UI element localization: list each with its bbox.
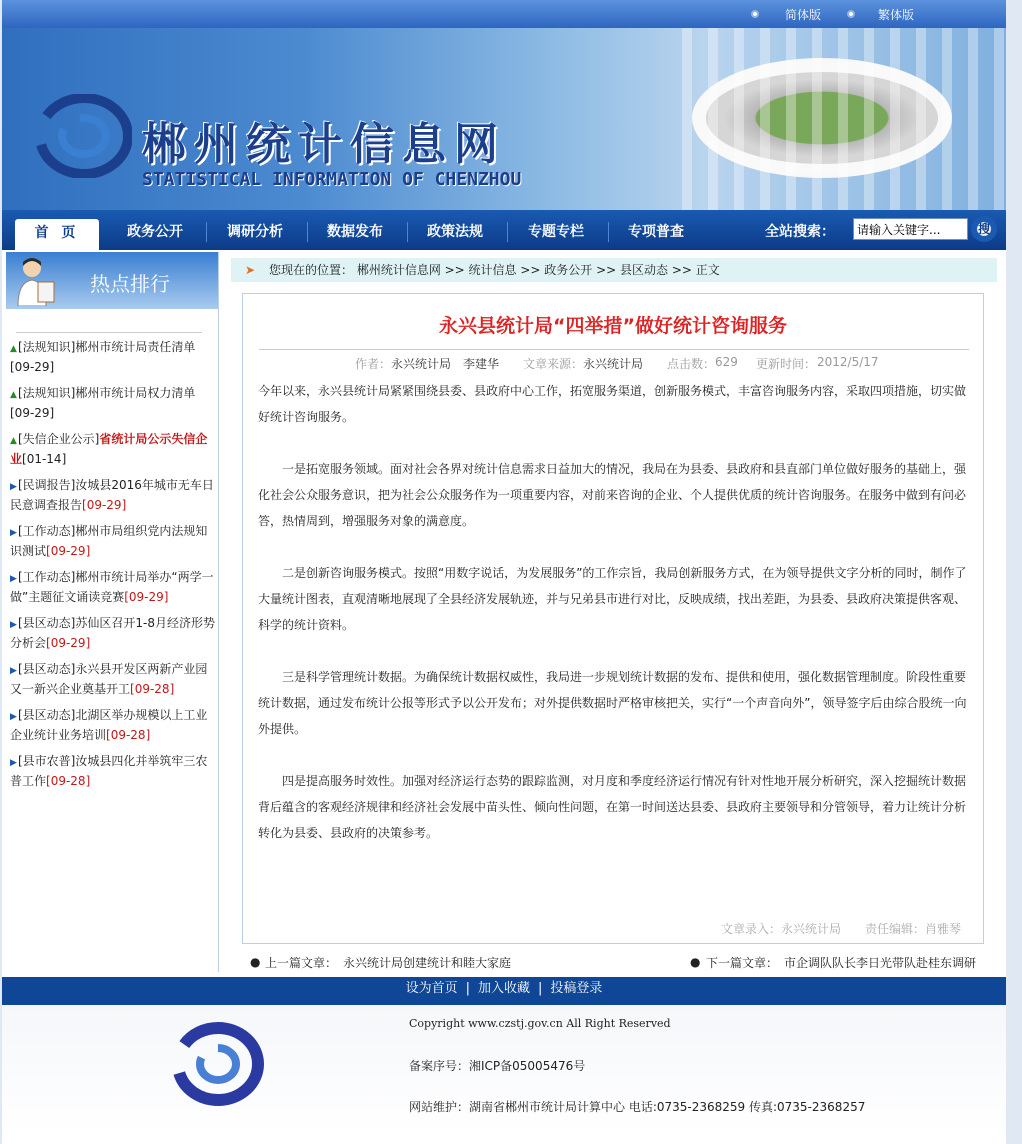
footer-links [2, 977, 1006, 1005]
list-item[interactable] [10, 752, 218, 790]
banner-stripes [682, 28, 1006, 210]
list-item-date: [09-28] [130, 682, 175, 696]
list-item[interactable] [10, 614, 218, 652]
bullet-icon [751, 10, 759, 18]
paragraph: 三是科学管理统计数据。为确保统计数据权威性，我局进一步规划统计数据的发布、提供和使用，强化数据管理制度。阶段性重要统计数据，通过发布统计公报等形式予以公开发布；对外提供数据时严格审核把关，实行“一个声音向外”，领导签字后由综合股统一向外提供。 [258, 670, 967, 736]
list-item-title[interactable]: [县区动态]北湖区举办规模以上工业企业统计业务培训 [10, 708, 208, 742]
nav-item-government-affairs[interactable]: 政务公开 [127, 224, 183, 240]
list-item[interactable] [10, 338, 218, 376]
source: 永兴统计局 [583, 357, 644, 371]
site-logo-icon [36, 94, 132, 178]
separator: | [538, 981, 543, 996]
entry-label: 文章录入： [721, 922, 782, 936]
arrow-right-icon: ▶ [10, 712, 17, 722]
article-title: 永兴县统计局“四举措”做好统计咨询服务 [439, 315, 787, 337]
list-item-title[interactable]: [工作动态]郴州市统计局举办“两学一做”主题征文诵读竞赛 [10, 570, 214, 604]
paragraph: 今年以来，永兴县统计局紧紧围绕县委、县政府中心工作，拓宽服务渠道，创新服务模式，丰富咨询服务内容，采取四项措施，切实做好统计咨询服务。 [258, 384, 967, 424]
nav-item-census[interactable]: 专项普查 [628, 224, 684, 240]
nav-item-research[interactable]: 调研分析 [227, 224, 283, 240]
prev-next-nav [247, 954, 987, 972]
author-label: 作者： [355, 357, 392, 371]
list-item-title[interactable]: [县区动态]苏仙区召开1-8月经济形势分析会 [10, 616, 215, 650]
list-item-date: [09-29] [124, 590, 169, 604]
separator: | [465, 981, 470, 996]
arrow-right-icon: ▶ [10, 620, 17, 630]
paragraph: 四是提高服务时效性。加强对经济运行态势的跟踪监测，对月度和季度经济运行情况有针对性地开展分析研究，深入挖掘统计数据背后蕴含的客观经济规律和经济社会发展中苗头性、倾向性问题，在第一时间送达县委、县政府主要领导和分管领导，着力让统计分析转化为县委、县政府的决策参考。 [258, 774, 967, 840]
list-item[interactable] [10, 430, 218, 468]
list-item-date: [09-29] [10, 360, 55, 374]
add-favorite-link[interactable]: 加入收藏 [477, 981, 530, 996]
prev-label: 上一篇文章： [265, 956, 338, 970]
article-panel [242, 293, 984, 944]
footer-logo-icon [172, 1020, 264, 1108]
arrow-right-icon: ▶ [10, 482, 17, 492]
page [2, 0, 1006, 1144]
article-body [258, 378, 970, 872]
list-item[interactable] [10, 522, 218, 560]
list-item-title[interactable]: [工作动态]郴州市局组织党内法规知识测试 [10, 524, 208, 558]
list-item-title[interactable]: [县区动态]永兴县开发区两新产业园又一新兴企业奠基开工 [10, 662, 208, 696]
footer [2, 1005, 1006, 1136]
paragraph: 二是创新咨询服务模式。按照“用数字说话，为发展服务”的工作宗旨，我局创新服务方式，在为领导提供文字分析的同时，制作了大量统计图表，直观清晰地展现了全县经济发展轨迹，并与兄弟县市进行对比，反映成绩，找出差距，为县委、县政府决策提供客观、科学的统计资料。 [258, 566, 967, 632]
list-item-date: [09-28] [46, 774, 91, 788]
site-name-english: STATISTICAL INFORMATION OF CHENZHOU [142, 169, 522, 190]
list-item-date: [09-29] [46, 544, 91, 558]
bullet-icon [847, 10, 855, 18]
list-item[interactable] [10, 706, 218, 744]
nav-item-special-topics[interactable]: 专题专栏 [528, 224, 584, 240]
hot-list [10, 338, 218, 798]
list-item-date: [01-14] [22, 452, 67, 466]
list-item-title[interactable]: 省统计局公示失信企业 [10, 432, 208, 466]
next-label: 下一篇文章： [706, 956, 779, 970]
list-item[interactable] [10, 660, 218, 698]
list-item[interactable] [10, 384, 218, 422]
icp-number: 备案序号：湘ICP备05005476号 [409, 1059, 586, 1073]
entry: 永兴统计局 [781, 922, 842, 936]
sidebar-title: 热点排行 [90, 272, 170, 296]
hits-label: 点击数： [667, 357, 716, 371]
nav-divider [608, 222, 609, 242]
author: 永兴统计局 李建华 [391, 357, 500, 371]
simplified-chinese-link[interactable]: 简体版 [785, 8, 822, 22]
submit-login-link[interactable]: 投稿登录 [550, 981, 603, 996]
set-homepage-link[interactable]: 设为首页 [405, 981, 458, 996]
sidebar-header [6, 252, 218, 309]
arrow-up-icon: ▲ [10, 344, 17, 354]
list-item[interactable] [10, 568, 218, 606]
list-item-category[interactable]: [失信企业公示] [18, 432, 100, 446]
search-input[interactable] [853, 218, 968, 240]
list-item-title[interactable]: [民调报告]汝城县2016年城市无车日民意调查报告 [10, 478, 214, 512]
header-banner [2, 28, 1006, 210]
updated-label: 更新时间： [756, 357, 817, 371]
hits: 629 [715, 355, 738, 369]
person-icon [16, 256, 56, 306]
editor: 肖雅琴 [925, 922, 962, 936]
maintainer-info: 网站维护：湖南省郴州市统计局计算中心 电话:0735-2368259 传真:0735-2368257 [409, 1100, 866, 1114]
bullet-icon: ● [250, 955, 261, 969]
main-nav [2, 210, 1006, 250]
list-item[interactable] [10, 476, 218, 514]
nav-item-policy[interactable]: 政策法规 [427, 224, 483, 240]
arrow-icon: ➤ [245, 263, 256, 277]
site-name: 郴州统计信息网 [142, 119, 506, 170]
list-item-title[interactable]: [法规知识]郴州市统计局权力清单 [18, 386, 196, 400]
search-button[interactable]: 搜 [971, 216, 997, 242]
copyright: Copyright www.czstj.gov.cn All Right Reserved [409, 1017, 671, 1030]
list-item-date: [09-28] [106, 728, 151, 742]
list-item-title[interactable]: [县市农普]汝城县四化并举筑牢三农普工作 [10, 754, 208, 788]
arrow-right-icon: ▶ [10, 666, 17, 676]
arrow-right-icon: ▶ [10, 574, 17, 584]
prev-article-link[interactable]: 永兴统计局创建统计和睦大家庭 [343, 956, 512, 970]
arrow-right-icon: ▶ [10, 758, 17, 768]
paragraph: 一是拓宽服务领域。面对社会各界对统计信息需求日益加大的情况，我局在为县委、县政府和县直部门单位做好服务的基础上，强化社会公众服务意识，把为社会公众服务作为一项重要内容，对前来咨询的企业、个人提供优质的统计咨询服务。在服务中做到有问必答，热情周到，增强服务对象的满意度。 [258, 462, 967, 528]
nav-divider [206, 222, 207, 242]
bullet-icon: ● [690, 955, 701, 969]
breadcrumb-text[interactable]: 您现在的位置： 郴州统计信息网 >> 统计信息 >> 政务公开 >> 县区动态 >> 正文 [269, 263, 720, 277]
nav-divider [407, 222, 408, 242]
next-article-link[interactable]: 市企调队队长李日光带队赴桂东调研 [784, 956, 977, 970]
editor-label: 责任编辑： [865, 922, 926, 936]
list-item-date: [09-29] [10, 406, 55, 420]
arrow-up-icon: ▲ [10, 436, 17, 446]
list-item-title[interactable]: [法规知识]郴州市统计局责任清单 [18, 340, 196, 354]
nav-divider [507, 222, 508, 242]
divider [16, 332, 202, 333]
nav-divider [307, 222, 308, 242]
arrow-up-icon: ▲ [10, 390, 17, 400]
hot-ranking-sidebar [6, 252, 219, 972]
list-item-date: [09-29] [46, 636, 91, 650]
source-label: 文章来源： [523, 357, 584, 371]
traditional-chinese-link[interactable]: 繁体版 [878, 8, 915, 22]
breadcrumb [231, 258, 997, 282]
search-label: 全站搜索： [765, 224, 835, 240]
top-bar [2, 0, 1006, 28]
arrow-right-icon: ▶ [10, 528, 17, 538]
divider [259, 349, 969, 350]
list-item-date: [09-29] [82, 498, 127, 512]
nav-item-data-release[interactable]: 数据发布 [327, 224, 383, 240]
nav-item-home[interactable]: 首 页 [15, 219, 99, 250]
updated: 2012/5/17 [817, 355, 879, 369]
